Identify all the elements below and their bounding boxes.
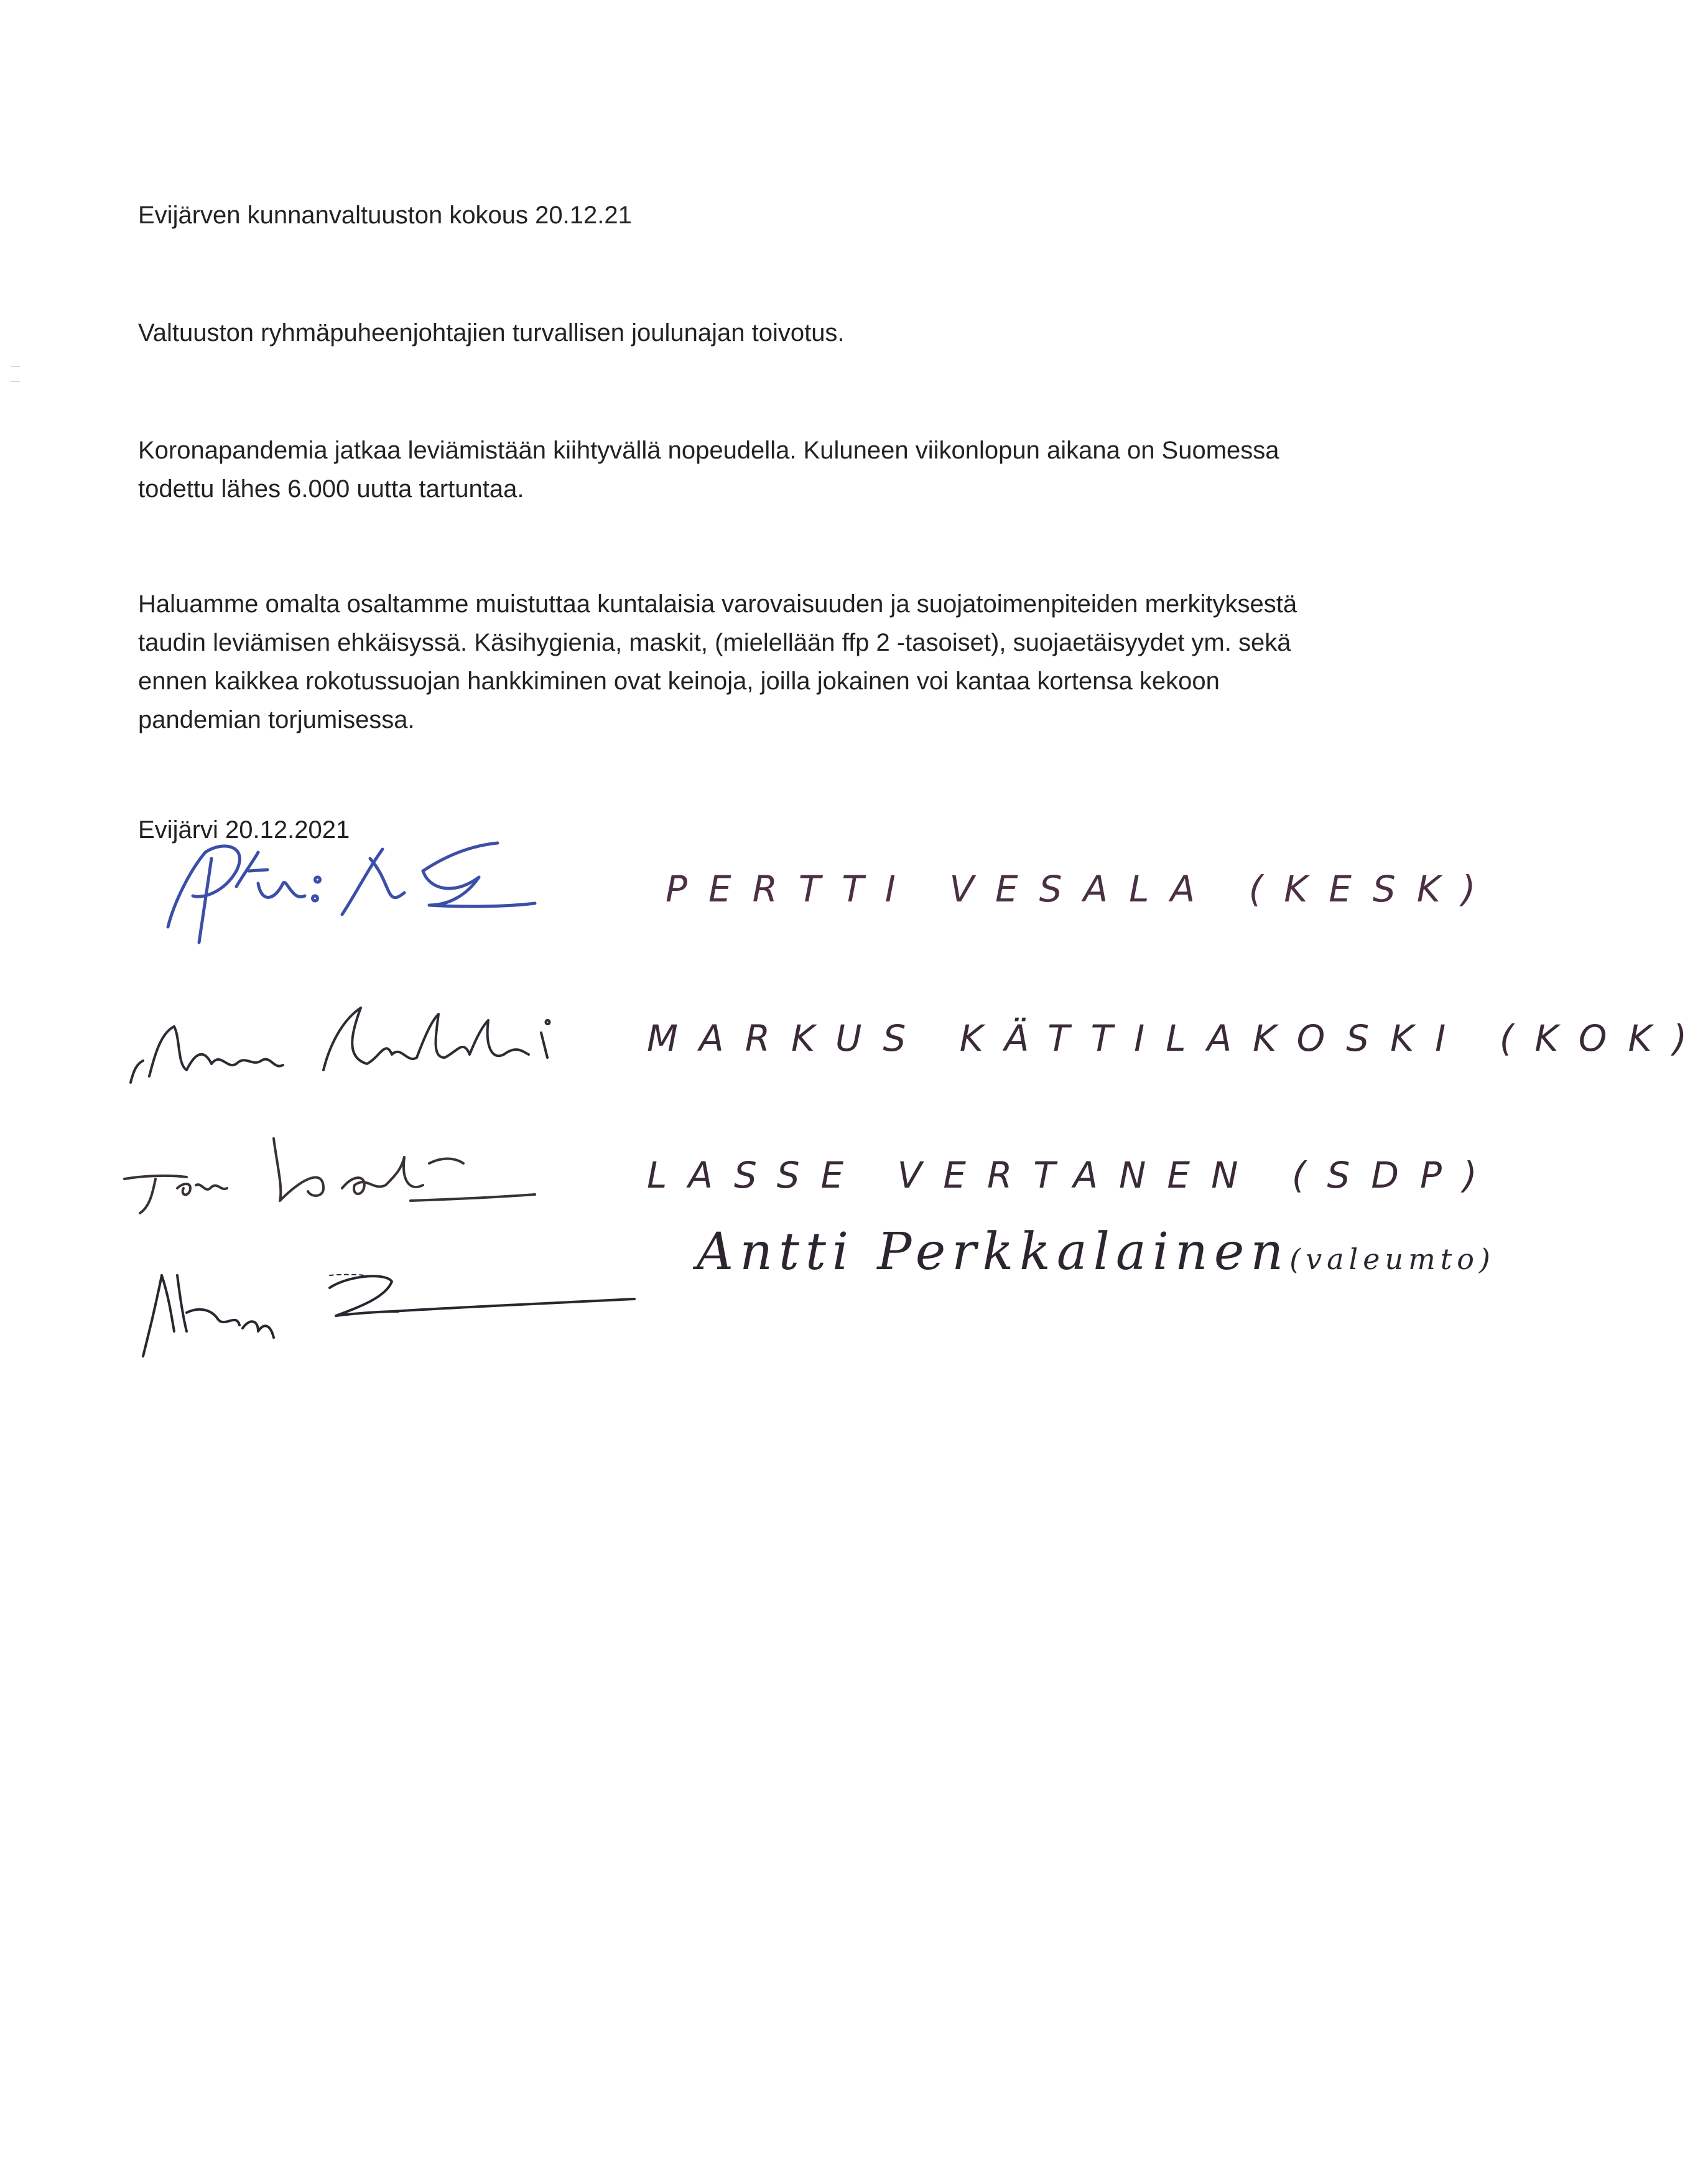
signature-2-name: MARKUS KÄTTILAKOSKI (KOK)	[647, 1017, 1708, 1059]
paragraph-2	[138, 585, 1297, 739]
scan-artifact	[11, 381, 20, 382]
paragraph-1	[138, 431, 1279, 508]
paragraph-1-line: Koronapandemia jatkaa leviämistään kiihtyvällä nopeudella. Kuluneen viikonlopun aikana on Suomessa	[138, 437, 1279, 464]
document-header: Evijärven kunnanvaltuuston kokous 20.12.21	[138, 202, 632, 229]
scan-artifact	[11, 366, 20, 367]
signature-1-scribble	[131, 834, 566, 958]
signature-4-name-suffix: (valeumto)	[1289, 1242, 1495, 1276]
signature-2-scribble	[118, 995, 591, 1095]
signature-3-name: LASSE VERTANEN (SDP)	[647, 1154, 1498, 1196]
signature-4-name-text: Antti Perkkalainen	[697, 1222, 1290, 1282]
paragraph-2-line: ennen kaikkea rokotussuojan hankkiminen ovat keinoja, joilla jokainen voi kantaa kortensa kekoon	[138, 668, 1220, 695]
paragraph-2-line: pandemian torjumisessa.	[138, 706, 415, 733]
paragraph-2-line: taudin leviämisen ehkäisyssä. Käsihygienia, maskit, (mielellään ffp 2 -tasoiset), suojaetäisyydet ym. sekä	[138, 629, 1291, 656]
paragraph-2-line: Haluamme omalta osaltamme muistuttaa kuntalaisia varovaisuuden ja suojatoimenpiteiden merkityksestä	[138, 590, 1297, 618]
signature-3-scribble	[118, 1120, 541, 1226]
place-date: Evijärvi 20.12.2021	[138, 816, 350, 844]
paragraph-1-line: todettu lähes 6.000 uutta tartuntaa.	[138, 475, 524, 503]
signature-4-scribble	[124, 1238, 647, 1362]
signature-4-name	[697, 1222, 1495, 1282]
signature-1-name: PERTTI VESALA (KESK)	[666, 868, 1497, 910]
document-subject: Valtuuston ryhmäpuheenjohtajien turvallisen joulunajan toivotus.	[138, 319, 845, 347]
